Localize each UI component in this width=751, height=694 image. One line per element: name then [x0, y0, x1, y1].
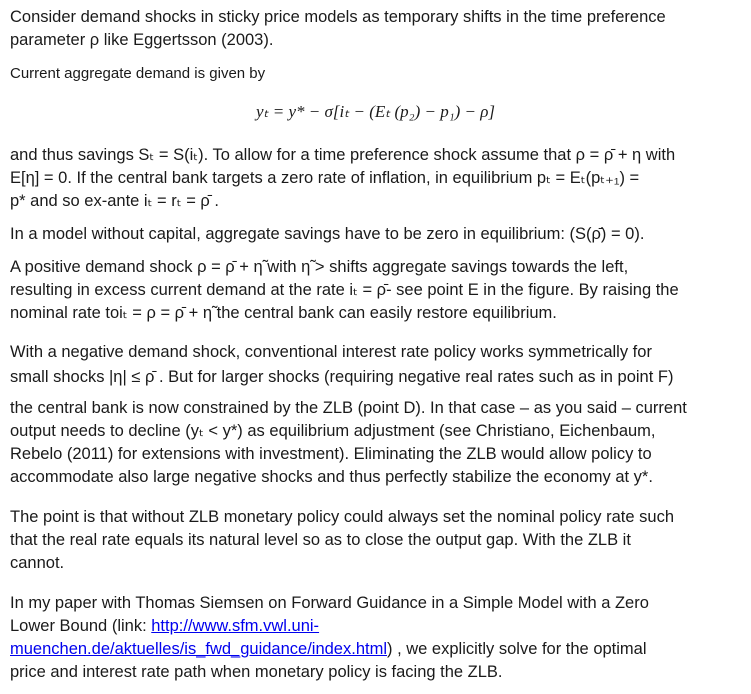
para4-line1: In a model without capital, aggregate savings have to be zero in equilibrium: (S(ρ̄) = 0).: [10, 225, 645, 243]
para5-line1: A positive demand shock ρ = ρ̄ + η̃ with η̃ > shifts aggregate savings towards the left,: [10, 258, 629, 276]
para7-line3: cannot.: [10, 554, 65, 572]
para6-line5: Rebelo (2011) for extensions with investment). Eliminating the ZLB would allow policy to: [10, 445, 652, 463]
para8-line1: In my paper with Thomas Siemsen on Forward Guidance in a Simple Model with a Zero: [10, 594, 649, 612]
demand-equation: yₜ = y* − σ[iₜ − (Eₜ (p₂) − p₁) − ρ]: [255, 102, 496, 121]
para8-line3-text: ) , we explicitly solve for the optimal: [387, 640, 647, 658]
para7-line1: The point is that without ZLB monetary policy could always set the nominal policy rate such: [10, 508, 674, 526]
para2: Current aggregate demand is given by: [10, 65, 266, 82]
paper-link-part2[interactable]: muenchen.de/aktuelles/is_fwd_guidance/index.html: [10, 640, 387, 658]
para6-line3: the central bank is now constrained by the ZLB (point D). In that case – as you said – current: [10, 399, 687, 417]
para1-line2: parameter ρ like Eggertsson (2003).: [10, 31, 274, 49]
para6-line1: With a negative demand shock, conventional interest rate policy works symmetrically for: [10, 343, 652, 361]
para8-line4: price and interest rate path when monetary policy is facing the ZLB.: [10, 663, 503, 681]
para5-line2: resulting in excess current demand at the rate iₜ = ρ̄- see point E in the figure. By raising the: [10, 281, 679, 299]
para6-line2: small shocks |η| ≤ ρ̄ . But for larger shocks (requiring negative real rates such as in point F): [10, 368, 674, 386]
para5-line3: nominal rate toiₜ = ρ = ρ̄ + η̃ the central bank can easily restore equilibrium.: [10, 304, 557, 322]
para6-line6: accommodate also large negative shocks and thus perfectly stabilize the economy at y*.: [10, 468, 653, 486]
para8-line3: [10, 638, 647, 661]
para8-line2: [10, 615, 319, 638]
para8-line2-text: Lower Bound (link:: [10, 617, 152, 635]
para7-line2: that the real rate equals its natural level so as to close the output gap. With the ZLB it: [10, 531, 631, 549]
para3-line1: and thus savings Sₜ = S(iₜ). To allow for a time preference shock assume that ρ = ρ̄ + η with: [10, 146, 676, 164]
para1-line1: Consider demand shocks in sticky price models as temporary shifts in the time preference: [10, 8, 666, 26]
paper-link-part1[interactable]: http://www.sfm.vwl.uni-: [151, 617, 320, 635]
para3-line2: E[η] = 0. If the central bank targets a zero rate of inflation, in equilibrium pₜ = Eₜ(pₜ₊₁) =: [10, 169, 640, 187]
para6-line4: output needs to decline (yₜ < y*) as equilibrium adjustment (see Christiano, Eichenbaum,: [10, 422, 656, 440]
para3-line3: p* and so ex-ante iₜ = rₜ = ρ̄ .: [10, 192, 219, 210]
